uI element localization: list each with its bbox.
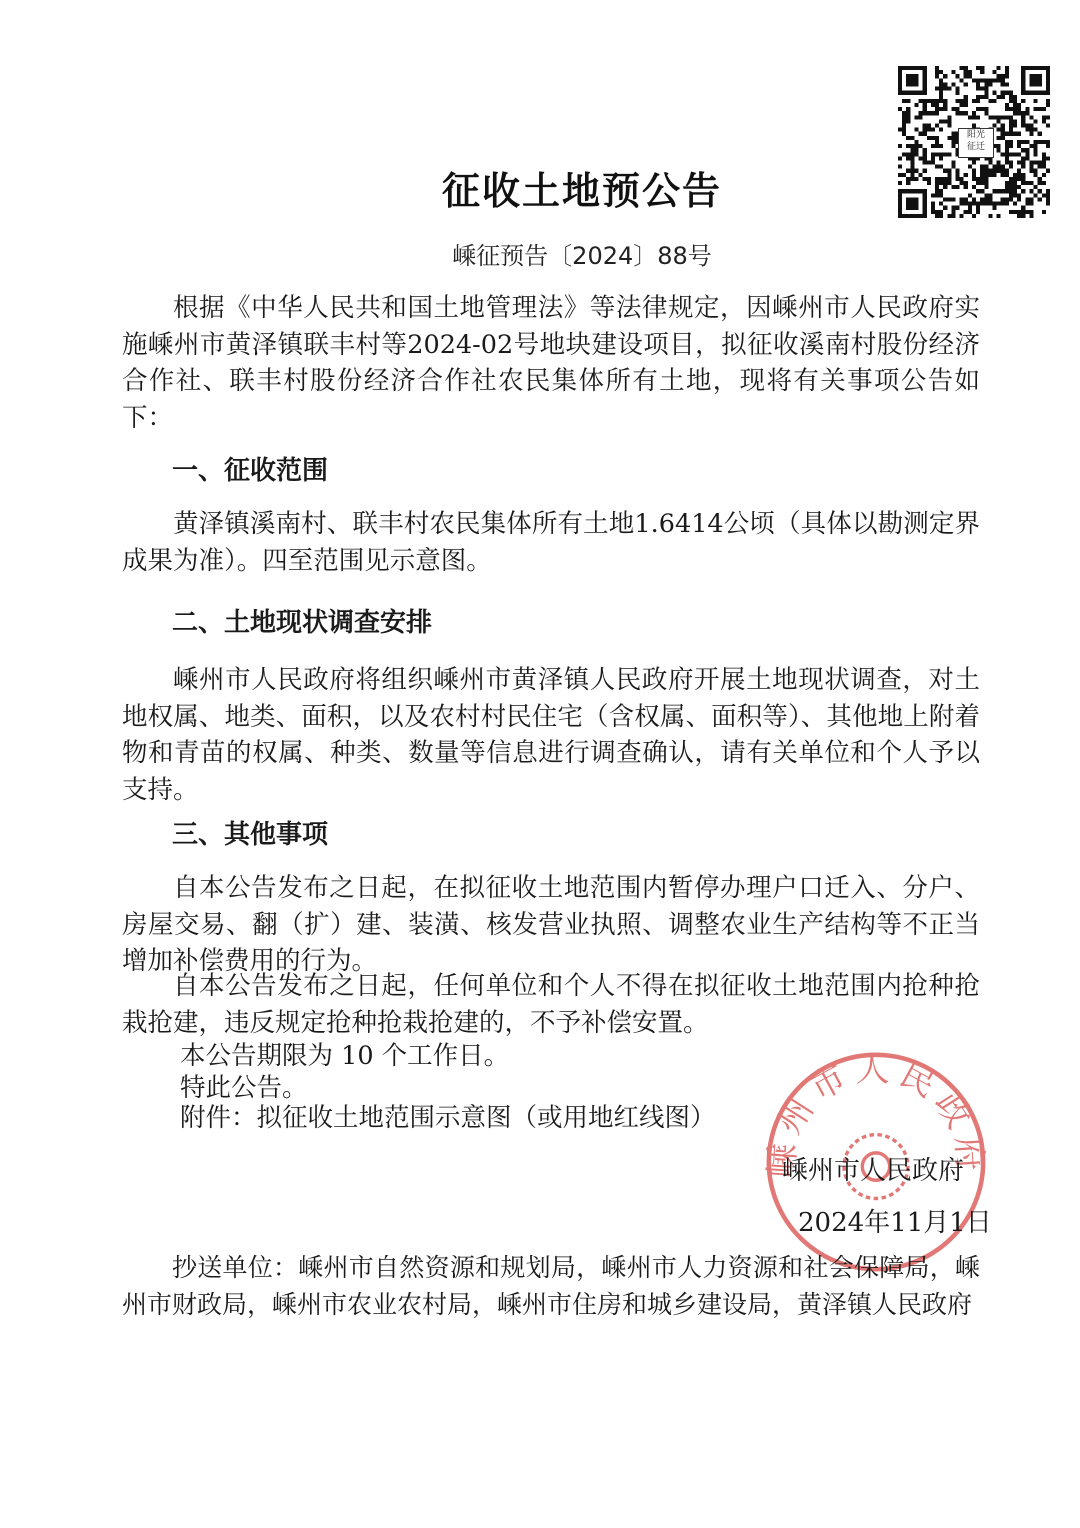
section-2-text: 嵊州市人民政府将组织嵊州市黄泽镇人民政府开展土地现状调查，对土地权属、地类、面积，以及农村村民住宅（含权属、面积等）、其他地上附着物和青苗的权属、种类、数量等信息进行调查确认，请有关单位和个人予以支持。: [122, 665, 980, 805]
section-3-heading: 三、其他事项: [172, 820, 329, 850]
qr-badge-text: 阳光 征迁: [966, 130, 985, 152]
section-1-heading: 一、征收范围: [172, 456, 329, 486]
section-1-text: 黄泽镇溪南村、联丰村农民集体所有土地1.6414公顷（具体以勘测定界成果为准）。四至范围见示意图。: [122, 509, 980, 576]
closing-line: 特此公告。: [180, 1073, 308, 1103]
section-3-paragraph-2: 自本公告发布之日起，任何单位和个人不得在拟征收土地范围内抢种抢栽抢建，违反规定抢种抢栽抢建的，不予补偿安置。: [122, 971, 980, 1038]
period-line: 本公告期限为 10 个工作日。: [180, 1041, 510, 1071]
cc-units: 抄送单位：嵊州市自然资源和规划局，嵊州市人力资源和社会保障局，嵊州市财政局，嵊州市农业农村局，嵊州市住房和城乡建设局，黄泽镇人民政府: [122, 1253, 980, 1319]
intro-paragraph: 根据《中华人民共和国土地管理法》等法律规定，因嵊州市人民政府实施嵊州市黄泽镇联丰村等2024-02号地块建设项目，拟征收溪南村股份经济合作社、联丰村股份经济合作社农民集体所有土地，现将有关事项公告如下：: [122, 293, 980, 433]
attachment-line: 附件：拟征收土地范围示意图（或用地红线图）: [180, 1103, 716, 1133]
document-title: 征收土地预公告: [441, 169, 722, 213]
section-3-paragraph-1: 自本公告发布之日起，在拟征收土地范围内暂停办理户口迁入、分户、房屋交易、翻（扩）建、装潢、核发营业执照、调整农业生产结构等不正当增加补偿费用的行为。: [122, 873, 980, 976]
document-number: 嵊征预告〔2024〕88号: [452, 242, 712, 270]
signer-name: 嵊州市人民政府: [782, 1156, 965, 1186]
svg-text:嵊州市人民政府: 嵊州市人民政府: [762, 1050, 990, 1179]
section-2-heading: 二、土地现状调查安排: [172, 608, 433, 638]
qr-badge: [958, 128, 994, 158]
issue-date: 2024年11月1日: [798, 1208, 992, 1238]
